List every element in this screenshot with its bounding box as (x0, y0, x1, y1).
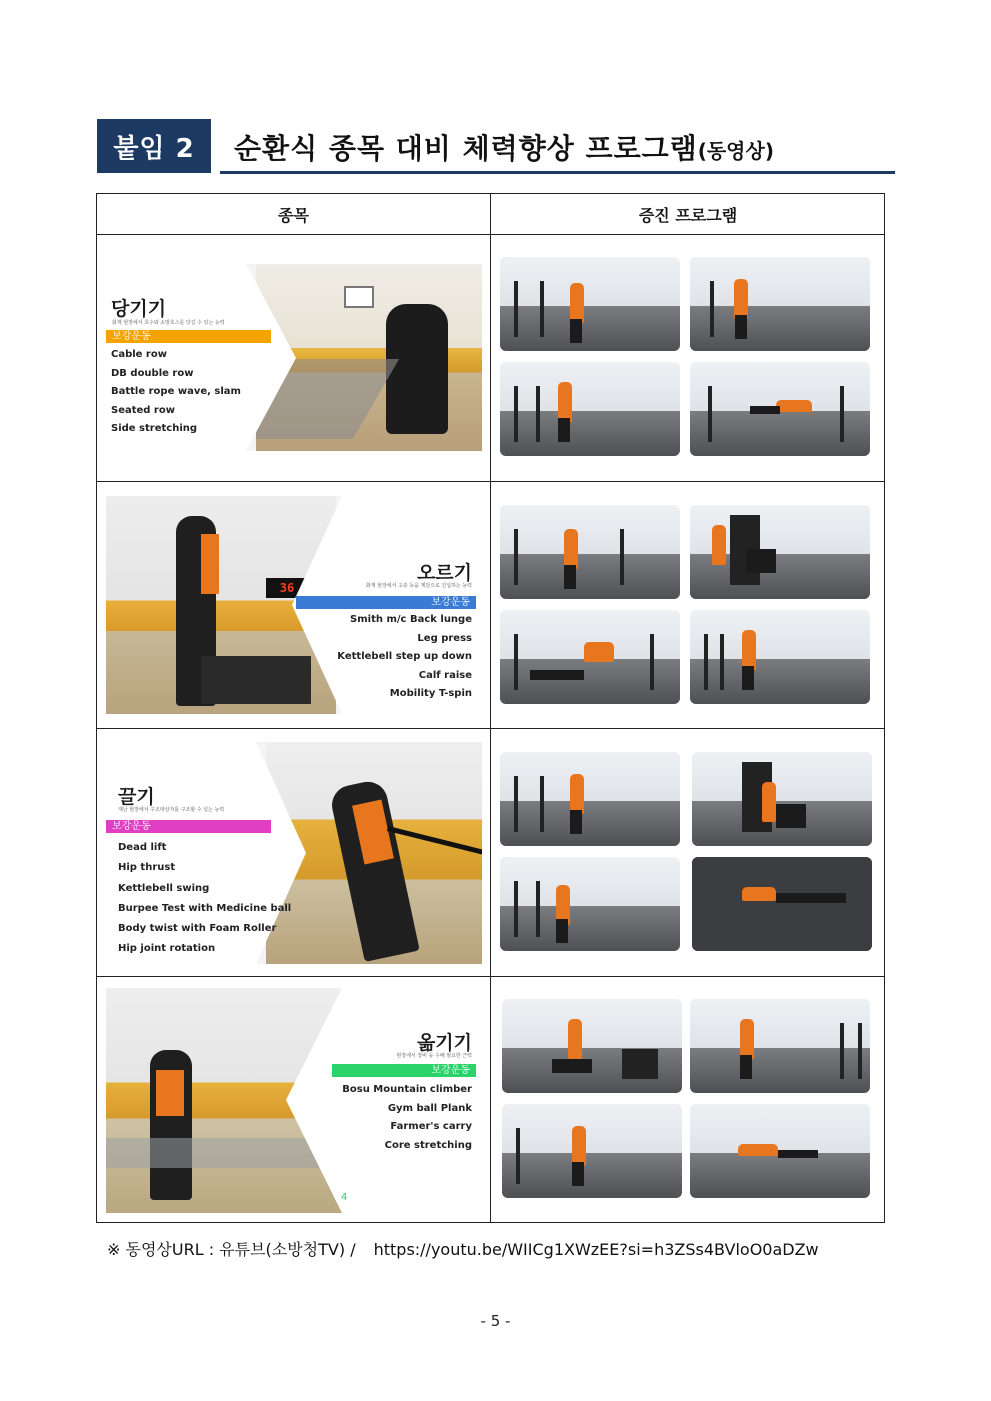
exercise-photo (500, 362, 680, 456)
column-header-event: 종목 (278, 205, 309, 225)
firefighter-uniform (156, 1070, 184, 1116)
event-subtitle: 현장에서 장비 등 수배 필요한 근력 (396, 1053, 472, 1059)
list-item: Seated row (111, 404, 175, 416)
section-bar: 보강운동 (332, 1064, 476, 1077)
list-item: Mobility T-spin (389, 688, 472, 699)
exercise-photo (500, 610, 680, 704)
list-item: Kettlebell step up down (337, 651, 472, 662)
section-bar: 보강운동 (106, 330, 271, 343)
list-item: Smith m/c Back lunge (350, 614, 472, 625)
list-item: Dead lift (118, 842, 167, 853)
card-edge (254, 264, 258, 451)
exercise-photo (500, 505, 680, 599)
exercise-photo (692, 857, 872, 951)
list-item: Kettlebell swing (118, 882, 210, 894)
event-panel-climbing (106, 496, 482, 714)
event-title: 옮기기 (416, 1032, 472, 1054)
page-title-text: 순환식 종목 대비 체력향상 프로그램 (234, 132, 698, 165)
exercise-list (337, 611, 472, 704)
row-divider (97, 728, 884, 729)
list-item: Bosu Mountain climber (342, 1084, 472, 1095)
rope (387, 826, 482, 855)
exercise-photo (500, 857, 680, 951)
list-item: DB double row (111, 367, 194, 379)
page-title (234, 127, 774, 167)
event-subtitle: 화재 현장에서 고층 등을 계단으로 진입하는 능력 (365, 583, 472, 589)
list-item: Hip joint rotation (118, 943, 216, 955)
list-item: Hip thrust (118, 862, 176, 874)
event-title: 오르기 (416, 562, 472, 584)
list-item: Core stretching (384, 1139, 472, 1151)
list-item: Calf raise (418, 669, 472, 681)
exercise-photo (690, 505, 870, 599)
list-item: Farmer's carry (390, 1121, 472, 1132)
exercise-photo (500, 257, 680, 351)
row-divider (97, 234, 884, 235)
list-item: Leg press (417, 632, 472, 644)
firefighter-uniform (201, 534, 219, 594)
firefighter-figure (386, 304, 448, 434)
video-note-label: ※ 동영상URL : 유튜브(소방청TV) / (107, 1240, 356, 1259)
event-subtitle: 재난 현장에서 구조대상자를 구조할 수 있는 능력 (118, 807, 225, 813)
list-item: Battle rope wave, slam (111, 386, 241, 397)
exercise-list (342, 1081, 472, 1155)
list-item: Gym ball Plank (387, 1102, 472, 1114)
slide-number: 4 (341, 1192, 348, 1203)
list-item: Body twist with Foam Roller (118, 923, 277, 935)
exercise-photo (690, 999, 870, 1093)
page-number: - 5 - (480, 1312, 511, 1330)
column-divider (490, 194, 491, 1222)
event-panel-pulling (106, 264, 482, 451)
row-divider (97, 481, 884, 482)
row-divider (97, 976, 884, 977)
track-rail (106, 1138, 342, 1168)
exercise-photo (502, 999, 682, 1093)
list-item: Cable row (111, 349, 167, 360)
section-bar: 보강운동 (106, 820, 271, 833)
exercise-photo (502, 1104, 682, 1198)
title-underline (220, 171, 895, 174)
exercise-photo (690, 1104, 870, 1198)
event-subtitle: 화재 현장에서 호수와 소방호스를 당길 수 있는 능력 (112, 320, 225, 326)
exercise-list (111, 346, 241, 439)
event-title: 끌기 (118, 786, 155, 808)
exercise-photo (500, 752, 680, 846)
attachment-badge: 붙임 2 (97, 119, 211, 173)
page-title-suffix: (동영상) (697, 139, 774, 163)
section-bar: 보강운동 (296, 596, 476, 609)
exercise-photo (690, 610, 870, 704)
column-header-program: 증진 프로그램 (638, 205, 738, 225)
event-panel-carrying (106, 988, 482, 1213)
basketball-hoop (344, 286, 374, 308)
step-box (201, 656, 311, 704)
list-item: Side stretching (111, 423, 198, 434)
list-item: Burpee Test with Medicine ball (118, 902, 292, 914)
event-panel-dragging (106, 742, 482, 964)
video-url-link[interactable]: https://youtu.be/WIICg1XWzEE?si=h3ZSs4BVloO0aDZw (373, 1240, 819, 1259)
exercise-photo (692, 752, 872, 846)
timer-display: 36 (266, 578, 308, 598)
event-title: 당기기 (111, 298, 167, 320)
exercise-photo (690, 362, 870, 456)
video-url-note (107, 1237, 819, 1260)
exercise-list (118, 838, 291, 960)
program-table (96, 193, 885, 1223)
exercise-photo (690, 257, 870, 351)
